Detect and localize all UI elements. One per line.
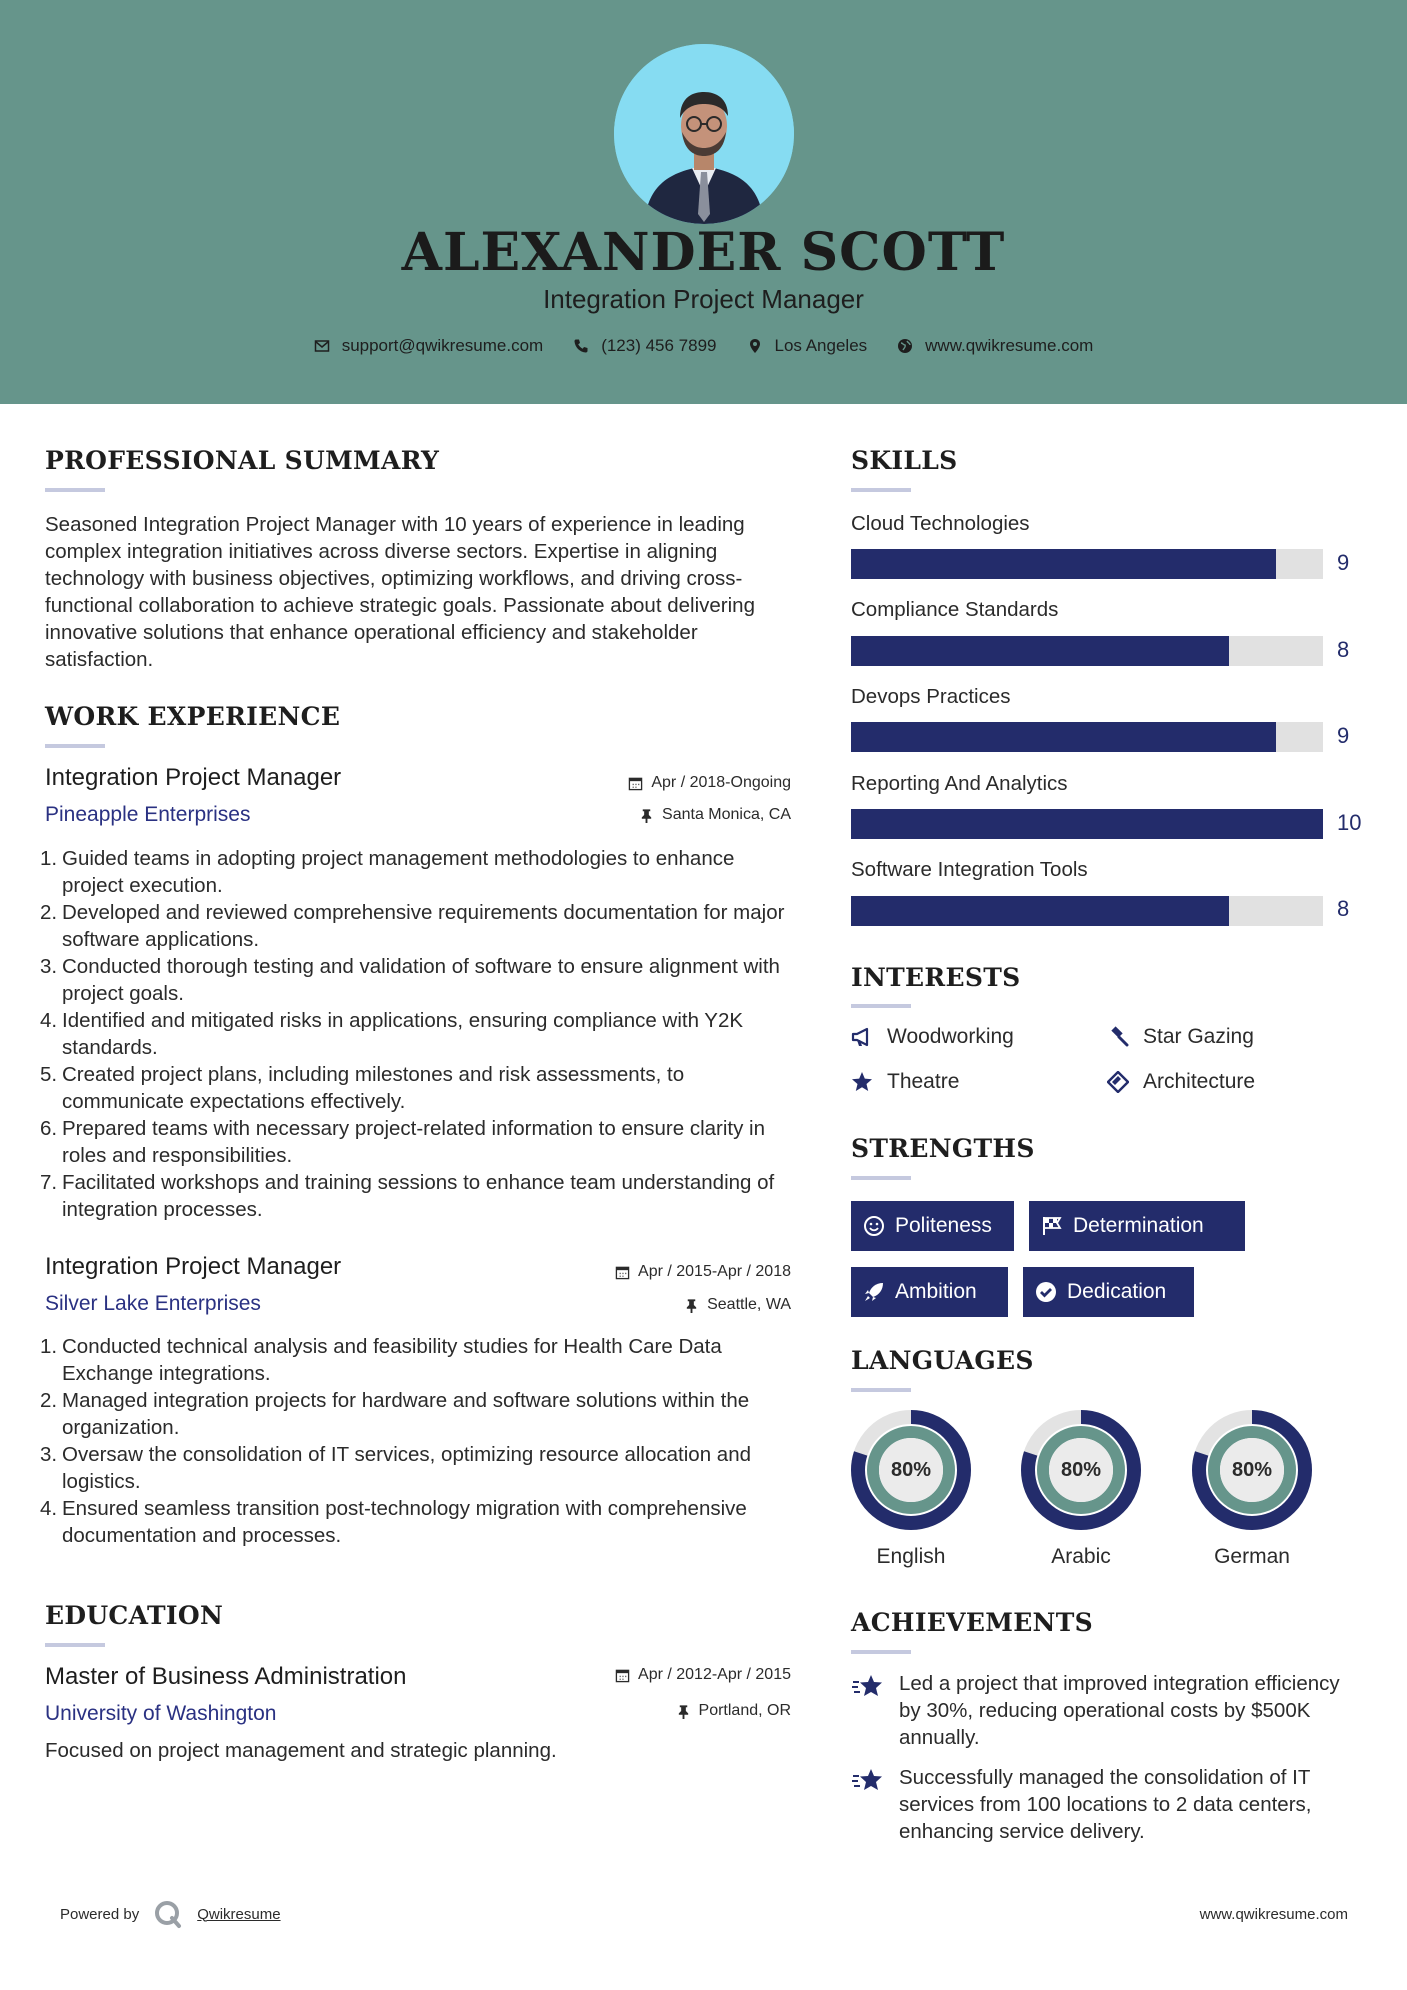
- strength-badge: [851, 1201, 1014, 1251]
- list-item: 1. Guided teams in adopting project management methodologies to enhance project execution.: [40, 847, 735, 897]
- job-location: [684, 1296, 791, 1314]
- list-item: 3. Oversaw the consolidation of IT services, optimizing resource allocation and logistics.: [40, 1443, 751, 1493]
- skill-bar-track: [851, 809, 1323, 839]
- gavel-icon: [1107, 1026, 1129, 1048]
- skill-bar-track: [851, 722, 1323, 752]
- star-badge-icon: [851, 1672, 885, 1702]
- skill-value: 8: [1337, 637, 1350, 662]
- skill-bar-fill: [851, 896, 1229, 926]
- envelope-icon: [314, 338, 330, 354]
- job-title: Integration Project Manager: [45, 1253, 342, 1280]
- avatar: [614, 44, 794, 224]
- experience-heading-rule: [45, 744, 105, 748]
- contact-email[interactable]: [314, 336, 544, 356]
- strength-label: Ambition: [895, 1280, 977, 1303]
- pushpin-icon: [684, 1298, 699, 1313]
- skills-heading-rule: [851, 488, 911, 492]
- skill-name: Reporting And Analytics: [851, 772, 1068, 795]
- languages-heading-rule: [851, 1388, 911, 1392]
- calendar-icon: [615, 1668, 630, 1683]
- achievement-text: Led a project that improved integration efficiency by 30%, reducing operational costs by $500K annually.: [899, 1672, 1340, 1749]
- achievement-text: Successfully managed the consolidation of IT services from 100 locations to 2 data centers, enhancing service delivery.: [899, 1766, 1312, 1843]
- job-location-text: Santa Monica, CA: [662, 806, 791, 823]
- interest-item: [851, 1025, 1014, 1049]
- education-heading-rule: [45, 1643, 105, 1647]
- calendar-icon: [615, 1265, 630, 1280]
- skill-bar-track: [851, 549, 1323, 579]
- interest-label: Woodworking: [887, 1025, 1014, 1048]
- drafting-icon: [1107, 1071, 1129, 1093]
- profile-photo: [614, 44, 794, 224]
- language-name: German: [1214, 1545, 1290, 1568]
- resume-header: [0, 0, 1407, 404]
- footer-website[interactable]: www.qwikresume.com: [1199, 1906, 1348, 1923]
- calendar-icon: [628, 776, 643, 791]
- job-dates-text: Apr / 2018-Ongoing: [651, 774, 791, 791]
- megaphone-icon: [851, 1026, 873, 1048]
- strength-badge: [1029, 1201, 1245, 1251]
- candidate-role: Integration Project Manager: [543, 284, 864, 314]
- education-location-text: Portland, OR: [698, 1702, 791, 1719]
- skill-bar-fill: [851, 549, 1276, 579]
- skills-heading: SKILLS: [851, 446, 958, 475]
- language-ring: [850, 1409, 972, 1531]
- job-bullet-list: [40, 1333, 800, 1549]
- summary-heading: PROFESSIONAL SUMMARY: [45, 446, 440, 475]
- job-location: [639, 806, 791, 824]
- experience-heading: WORK EXPERIENCE: [45, 702, 341, 731]
- rocket-icon: [863, 1281, 885, 1303]
- language-percent: 80%: [890, 1458, 932, 1481]
- candidate-name: ALEXANDER SCOTT: [401, 222, 1006, 283]
- summary-heading-rule: [45, 488, 105, 492]
- job-dates: [615, 1263, 791, 1281]
- education-dates-text: Apr / 2012-Apr / 2015: [638, 1666, 791, 1683]
- degree-title: Master of Business Administration: [45, 1663, 407, 1690]
- flag-icon: [1041, 1215, 1063, 1237]
- skill-value: 10: [1337, 810, 1362, 835]
- interests-heading: INTERESTS: [851, 963, 1021, 992]
- achievement-item: [851, 1764, 1351, 1845]
- school-name: University of Washington: [45, 1702, 277, 1725]
- list-item: 4. Ensured seamless transition post-technology migration with comprehensive documentation and processes.: [40, 1497, 747, 1547]
- strengths-heading-rule: [851, 1176, 911, 1180]
- contact-bar: [0, 336, 1407, 356]
- smile-icon: [863, 1215, 885, 1237]
- interest-item: [851, 1070, 959, 1094]
- skill-name: Compliance Standards: [851, 598, 1059, 621]
- language-ring: [1191, 1409, 1313, 1531]
- list-item: 1. Conducted technical analysis and feasibility studies for Health Care Data Exchange integrations.: [40, 1335, 722, 1385]
- phone-icon: [573, 338, 589, 354]
- qwikresume-logo-icon: [153, 1899, 183, 1929]
- job-dates-text: Apr / 2015-Apr / 2018: [638, 1263, 791, 1280]
- summary-text: Seasoned Integration Project Manager with 10 years of experience in leading complex integration initiatives across diverse sectors. Expertise in aligning technology with business objectives, optimizing workflows, and driving cross-functional collaboration to achieve strategic goals. Passionate about delivering innovative solutions that enhance operational efficiency and stakeholder satisfaction.: [45, 513, 755, 671]
- education-location: [676, 1702, 791, 1720]
- job-bullet-list: [40, 845, 800, 1223]
- qwikresume-link[interactable]: Qwikresume: [197, 1905, 281, 1923]
- interest-item: [1107, 1070, 1255, 1094]
- list-item: 7. Facilitated workshops and training sessions to enhance team understanding of integration processes.: [40, 1171, 775, 1221]
- education-dates: [615, 1666, 791, 1684]
- contact-phone[interactable]: [573, 336, 716, 356]
- map-pin-icon: [747, 338, 763, 354]
- company-name: Silver Lake Enterprises: [45, 1292, 261, 1315]
- contact-location-text: Los Angeles: [774, 336, 868, 355]
- language-name: English: [876, 1545, 946, 1568]
- contact-website-text: www.qwikresume.com: [925, 336, 1094, 355]
- strength-label: Politeness: [895, 1214, 992, 1237]
- contact-website[interactable]: [897, 336, 1093, 356]
- interest-label: Star Gazing: [1143, 1025, 1254, 1048]
- list-item: 2. Managed integration projects for hardware and software solutions within the organization.: [40, 1389, 750, 1439]
- contact-location: [747, 336, 868, 356]
- language-percent: 80%: [1231, 1458, 1273, 1481]
- list-item: 6. Prepared teams with necessary project-related information to ensure clarity in roles and responsibilities.: [40, 1117, 766, 1167]
- education-description: Focused on project management and strategic planning.: [45, 1739, 557, 1762]
- skill-value: 8: [1337, 896, 1350, 921]
- skill-value: 9: [1337, 723, 1350, 748]
- language-name: Arabic: [1051, 1545, 1111, 1568]
- powered-by-label: Powered by: [60, 1905, 140, 1923]
- list-item: 2. Developed and reviewed comprehensive requirements documentation for major software applications.: [40, 901, 785, 951]
- achievements-heading: ACHIEVEMENTS: [851, 1608, 1093, 1637]
- interest-item: [1107, 1025, 1254, 1049]
- skill-name: Software Integration Tools: [851, 858, 1088, 881]
- contact-email-text: support@qwikresume.com: [341, 336, 544, 355]
- skill-value: 9: [1337, 550, 1350, 575]
- pushpin-icon: [676, 1704, 691, 1719]
- skill-bar-track: [851, 896, 1323, 926]
- list-item: 3. Conducted thorough testing and validation of software to ensure alignment with project goals.: [40, 955, 780, 1005]
- skill-bar-fill: [851, 809, 1323, 839]
- interest-label: Theatre: [887, 1070, 960, 1093]
- job-location-text: Seattle, WA: [707, 1296, 791, 1313]
- job-dates: [628, 774, 791, 792]
- skill-name: Devops Practices: [851, 685, 1011, 708]
- interests-heading-rule: [851, 1004, 911, 1008]
- strength-badge: [1023, 1267, 1194, 1317]
- skill-name: Cloud Technologies: [851, 512, 1030, 535]
- strength-badge: [851, 1267, 1008, 1317]
- skill-bar-fill: [851, 722, 1276, 752]
- strength-label: Determination: [1073, 1214, 1204, 1237]
- language-ring: [1020, 1409, 1142, 1531]
- star-icon: [851, 1071, 873, 1093]
- star-badge-icon: [851, 1766, 885, 1796]
- language-percent: 80%: [1060, 1458, 1102, 1481]
- achievements-heading-rule: [851, 1650, 911, 1654]
- globe-icon: [897, 338, 913, 354]
- interest-label: Architecture: [1143, 1070, 1256, 1093]
- contact-phone-text: (123) 456 7899: [601, 336, 717, 355]
- company-name: Pineapple Enterprises: [45, 803, 251, 826]
- footer-powered-by: [60, 1899, 281, 1929]
- strength-label: Dedication: [1067, 1280, 1167, 1303]
- pushpin-icon: [639, 808, 654, 823]
- job-title: Integration Project Manager: [45, 764, 342, 791]
- list-item: 5. Created project plans, including milestones and risk assessments, to communicate expectations effectively.: [40, 1063, 685, 1113]
- languages-heading: LANGUAGES: [851, 1346, 1034, 1375]
- skill-bar-track: [851, 636, 1323, 666]
- list-item: 4. Identified and mitigated risks in applications, ensuring compliance with Y2K standards.: [40, 1009, 744, 1059]
- education-heading: EDUCATION: [45, 1601, 224, 1630]
- skill-bar-fill: [851, 636, 1229, 666]
- strengths-heading: STRENGTHS: [851, 1134, 1035, 1163]
- check-circle-icon: [1035, 1281, 1057, 1303]
- achievement-item: [851, 1670, 1351, 1751]
